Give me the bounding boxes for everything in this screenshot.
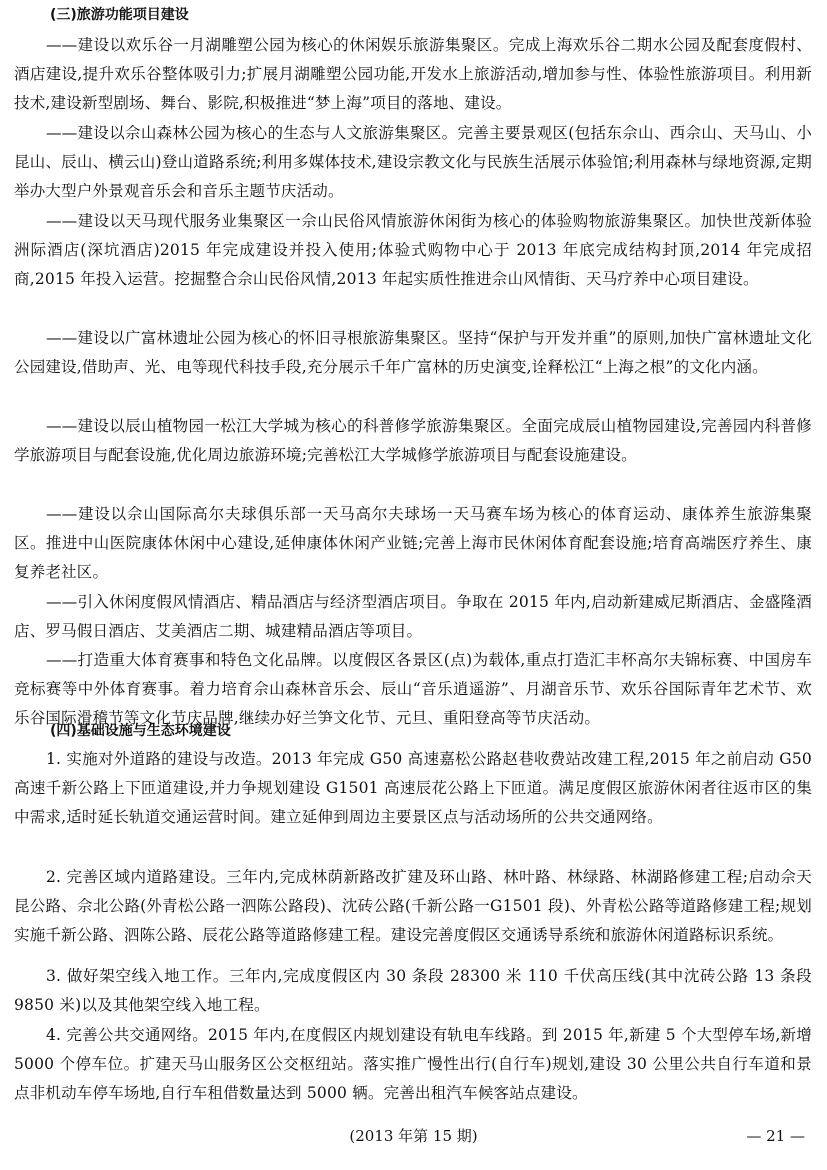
paragraph-sheshan-forest: ——建设以佘山森林公园为核心的生态与人文旅游集聚区。完善主要景观区(包括东佘山、西佘山、天马山、小昆山、辰山、横云山)登山道路系统;利用多媒体技术,建设宗教文化与民族生活展示体验馆;利用森林与绿地资源,定期举办大型户外景观音乐会和音乐主题节庆活动。 bbox=[14, 124, 812, 201]
paragraph-overhead-lines: 3. 做好架空线入地工作。三年内,完成度假区内 30 条段 28300 米 110 千伏高压线(其中沈砖公路 13 条段 9850 米)以及其他架空线入地工程。 bbox=[14, 967, 812, 1015]
paragraph-external-roads: 1. 实施对外道路的建设与改造。2013 年完成 G50 高速嘉松公路赵巷收费站改建工程,2015 年之前启动 G50 高速千新公路上下匝道建设,并力争规划建设 G1501 高速辰花公路上下匝道。满足度假区旅游休闲者往返市区的集中需求,适时延长轨道交通运营时间。建立延伸到周边主要景区点与活动场所的公共交通网络。 bbox=[14, 750, 812, 827]
paragraph-guangfulin: ——建设以广富林遗址公园为核心的怀旧寻根旅游集聚区。坚持“保护与开发并重”的原则,加快广富林遗址文化公园建设,借助声、光、电等现代科技手段,充分展示千年广富林的历史演变,诠释松江“上海之根”的文化内涵。 bbox=[14, 329, 812, 377]
page-number: — 21 — bbox=[746, 1127, 805, 1145]
section-heading-infrastructure: (四)基础设施与生态环境建设 bbox=[50, 723, 231, 739]
paragraph-tianma-shopping: ——建设以天马现代服务业集聚区一佘山民俗风情旅游休闲街为核心的体验购物旅游集聚区。加快世茂新体验洲际酒店(深坑酒店)2015 年完成建设并投入使用;体验式购物中心于 2013 年底完成结构封顶,2014 年完成招商,2015 年投入运营。挖掘整合佘山民俗风情,2013 年起实质性推进佘山风情街、天马疗养中心项目建设。 bbox=[14, 212, 812, 289]
paragraph-happy-valley: ——建设以欢乐谷一月湖雕塑公园为核心的休闲娱乐旅游集聚区。完成上海欢乐谷二期水公园及配套度假村、酒店建设,提升欢乐谷整体吸引力;扩展月湖雕塑公园功能,开发水上旅游活动,增加参与性、体验性旅游项目。利用新技术,建设新型剧场、舞台、影院,积极推进“梦上海”项目的落地、建设。 bbox=[14, 36, 812, 113]
paragraph-hotels: ——引入休闲度假风情酒店、精品酒店与经济型酒店项目。争取在 2015 年内,启动新建威尼斯酒店、金盛隆酒店、罗马假日酒店、艾美酒店二期、城建精品酒店等项目。 bbox=[14, 593, 812, 641]
paragraph-sports-wellness: ——建设以佘山国际高尔夫球俱乐部一天马高尔夫球场一天马赛车场为核心的体育运动、康体养生旅游集聚区。推进中山医院康体休闲中心建设,延伸康体休闲产业链;完善上海市民休闲体育配套设施;培育高端医疗养生、康复养老社区。 bbox=[14, 505, 812, 582]
paragraph-internal-roads: 2. 完善区域内道路建设。三年内,完成林荫新路改扩建及环山路、林叶路、林绿路、林湖路修建工程;启动佘天昆公路、佘北公路(外青松公路一泗陈公路段)、沈砖公路(千新公路一G1501 段)、外青松公路等道路修建工程;规划实施千新公路、泗陈公路、辰花公路等道路修建工程。建设完善度假区交通诱导系统和旅游休闲道路标识系统。 bbox=[14, 868, 812, 945]
section-heading-tourism-projects: (三)旅游功能项目建设 bbox=[50, 7, 189, 23]
paragraph-events-brands: ——打造重大体育赛事和特色文化品牌。以度假区各景区(点)为载体,重点打造汇丰杯高尔夫锦标赛、中国房车竞标赛等中外体育赛事。着力培育佘山森林音乐会、辰山“音乐逍遥游”、月湖音乐节、欢乐谷国际青年艺术节、欢乐谷国际滑稽节等文化节庆品牌,继续办好兰笋文化节、元旦、重阳登高等节庆活动。 bbox=[14, 651, 812, 728]
paragraph-chenshan-botanical: ——建设以辰山植物园一松江大学城为核心的科普修学旅游集聚区。全面完成辰山植物园建设,完善园内科普修学旅游项目与配套设施,优化周边旅游环境;完善松江大学城修学旅游项目与配套设施建设。 bbox=[14, 417, 812, 465]
paragraph-public-transport: 4. 完善公共交通网络。2015 年内,在度假区内规划建设有轨电车线路。到 2015 年,新建 5 个大型停车场,新增 5000 个停车位。扩建天马山服务区公交枢纽站。落实推广慢性出行(自行车)规划,建设 30 公里公共自行车道和景点非机动车停车场地,自行车租借数量达到 5000 辆。完善出租汽车候客站点建设。 bbox=[14, 1026, 812, 1103]
issue-footer: (2013 年第 15 期) bbox=[349, 1127, 478, 1145]
